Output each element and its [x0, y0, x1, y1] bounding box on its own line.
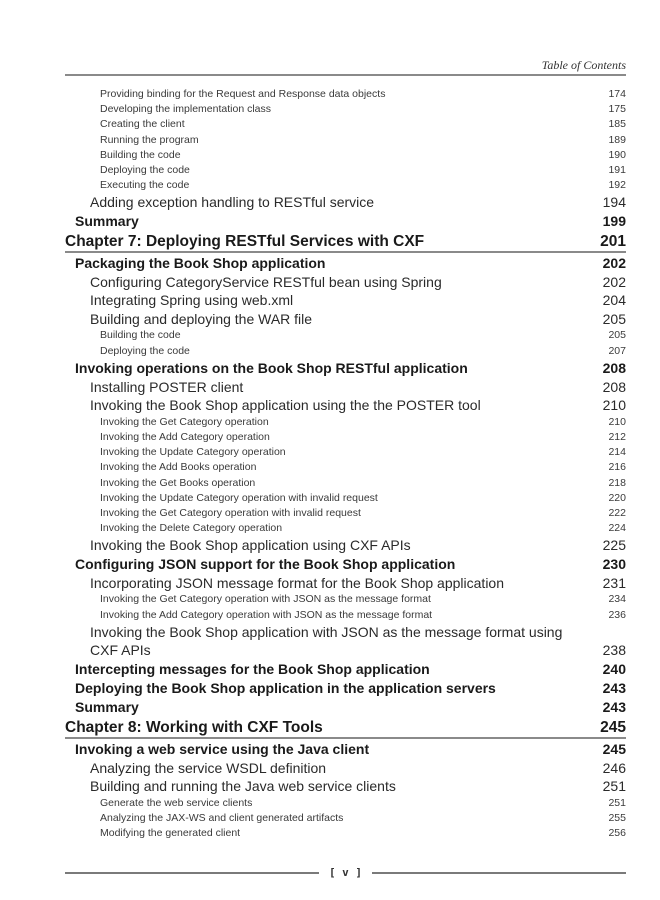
- toc-subsubsection-entry[interactable]: [65, 460, 626, 475]
- footer-rule-left: [65, 872, 319, 874]
- entry-title: Deploying the code: [100, 344, 190, 357]
- entry-page-number: 210: [608, 415, 626, 428]
- entry-page-number: 220: [608, 491, 626, 504]
- toc-subsubsection-entry[interactable]: [65, 521, 626, 536]
- entry-title: Invoking the Update Category operation with invalid request: [100, 491, 378, 504]
- entry-title: Developing the implementation class: [100, 103, 272, 116]
- entry-page-number: 238: [602, 642, 626, 659]
- entry-page-number: 189: [608, 133, 626, 146]
- toc-subsection-entry[interactable]: [65, 641, 626, 660]
- entry-title: Invoking the Get Category operation with JSON as the message format: [100, 593, 431, 606]
- entry-title: Deploying the code: [100, 164, 190, 177]
- entry-page-number: 256: [608, 827, 626, 840]
- toc-subsection-entry[interactable]: [65, 396, 626, 415]
- header-divider: [65, 74, 626, 76]
- toc-subsection-title-line[interactable]: Invoking the Book Shop application with JSON as the message format using: [90, 623, 563, 640]
- entry-page-number: 210: [602, 397, 626, 414]
- toc-section-entry[interactable]: [65, 254, 626, 273]
- page-footer: [65, 866, 626, 879]
- entry-page-number: 202: [602, 273, 626, 290]
- toc-subsection-entry[interactable]: [65, 273, 626, 292]
- entry-title-continued: CXF APIs: [90, 642, 151, 659]
- toc-subsubsection-entry[interactable]: [65, 445, 626, 460]
- entry-page-number: 236: [608, 608, 626, 621]
- entry-title: Analyzing the JAX-WS and client generated artifacts: [100, 812, 344, 825]
- entry-page-number: 230: [602, 555, 626, 572]
- toc-section-entry[interactable]: [65, 660, 626, 679]
- toc-subsection-entry[interactable]: [65, 310, 626, 329]
- toc-subsubsection-entry[interactable]: [65, 328, 626, 343]
- toc-subsection-entry[interactable]: [65, 536, 626, 555]
- entry-page-number: 243: [602, 698, 626, 715]
- toc-subsection-entry[interactable]: [65, 193, 626, 212]
- toc-subsubsection-entry[interactable]: [65, 133, 626, 148]
- entry-title: Invoking a web service using the Java client: [75, 740, 370, 757]
- entry-page-number: 202: [602, 254, 626, 271]
- entry-page-number: 205: [608, 329, 626, 342]
- toc-subsubsection-entry[interactable]: [65, 796, 626, 811]
- entry-page-number: 245: [602, 740, 626, 757]
- entry-page-number: 204: [602, 292, 626, 309]
- entry-page-number: 174: [608, 88, 626, 100]
- toc-subsection-entry[interactable]: [65, 378, 626, 397]
- entry-title: Configuring JSON support for the Book Shop application: [75, 555, 456, 572]
- toc-subsection-entry[interactable]: [65, 574, 626, 593]
- toc-subsubsection-entry[interactable]: [65, 148, 626, 163]
- toc-subsubsection-entry[interactable]: [65, 178, 626, 193]
- entry-title: Building and deploying the WAR file: [90, 310, 313, 327]
- entry-title: Summary: [75, 698, 139, 715]
- entry-page-number: 245: [600, 718, 626, 736]
- toc-subsection-entry[interactable]: [65, 759, 626, 778]
- toc-chapter-entry[interactable]: [65, 717, 626, 739]
- entry-title: Invoking the Add Books operation: [100, 461, 257, 474]
- entry-page-number: 251: [602, 778, 626, 795]
- entry-title: Packaging the Book Shop application: [75, 254, 326, 271]
- entry-page-number: 222: [608, 507, 626, 520]
- entry-title: Chapter 7: Deploying RESTful Services with CXF: [65, 232, 425, 250]
- entry-page-number: 194: [602, 194, 626, 211]
- entry-page-number: 251: [608, 796, 626, 809]
- entry-title: Modifying the generated client: [100, 827, 241, 840]
- toc-subsubsection-entry[interactable]: [65, 476, 626, 491]
- entry-title: Executing the code: [100, 179, 190, 192]
- entry-page-number: 224: [608, 522, 626, 535]
- entry-page-number: 246: [602, 759, 626, 776]
- entry-title: Invoking the Add Category operation: [100, 431, 270, 444]
- entry-title: Building the code: [100, 329, 181, 342]
- entry-page-number: 243: [602, 679, 626, 696]
- toc-subsubsection-entry[interactable]: [65, 811, 626, 826]
- entry-title: Integrating Spring using web.xml: [90, 292, 294, 309]
- entry-title: Summary: [75, 212, 139, 229]
- toc-section-entry[interactable]: [65, 212, 626, 231]
- entry-title: Invoking operations on the Book Shop RESTful application: [75, 359, 468, 376]
- entry-page-number: 255: [608, 812, 626, 825]
- entry-page-number: 207: [608, 344, 626, 357]
- entry-page-number: 190: [608, 148, 626, 161]
- entry-page-number: 212: [608, 431, 626, 444]
- entry-title: Creating the client: [100, 118, 185, 131]
- toc-subsubsection-entry[interactable]: [65, 163, 626, 178]
- entry-title: Invoking the Book Shop application using the the POSTER tool: [90, 397, 481, 414]
- entry-title: Analyzing the service WSDL definition: [90, 759, 327, 776]
- entry-page-number: 214: [608, 446, 626, 459]
- entry-page-number: 234: [608, 593, 626, 606]
- entry-title: Running the program: [100, 133, 199, 146]
- table-of-contents: [65, 87, 626, 841]
- entry-title: Invoking the Update Category operation: [100, 446, 286, 459]
- toc-section-entry[interactable]: [65, 555, 626, 574]
- toc-subsubsection-entry[interactable]: [65, 608, 626, 623]
- entry-title: Invoking the Get Category operation with invalid request: [100, 507, 361, 520]
- entry-title: Invoking the Add Category operation with JSON as the message format: [100, 608, 433, 621]
- entry-title: Invoking the Get Books operation: [100, 476, 256, 489]
- entry-page-number: 205: [602, 310, 626, 327]
- page-number: [ v ]: [328, 866, 363, 879]
- entry-page-number: 216: [608, 461, 626, 474]
- toc-subsubsection-entry[interactable]: [65, 592, 626, 607]
- toc-chapter-entry[interactable]: [65, 231, 626, 253]
- footer-rule-right: [372, 872, 626, 874]
- toc-section-entry[interactable]: [65, 740, 626, 759]
- toc-subsubsection-entry[interactable]: [65, 87, 626, 102]
- entry-page-number: 201: [600, 232, 626, 250]
- entry-page-number: 225: [602, 537, 626, 554]
- entry-page-number: 185: [608, 118, 626, 131]
- entry-page-number: 192: [608, 179, 626, 192]
- entry-page-number: 191: [608, 164, 626, 177]
- entry-page-number: 231: [602, 574, 626, 591]
- toc-subsubsection-entry[interactable]: [65, 430, 626, 445]
- toc-section-entry[interactable]: [65, 679, 626, 698]
- entry-title: Invoking the Get Category operation: [100, 415, 269, 428]
- running-header: Table of Contents: [541, 58, 626, 72]
- toc-subsubsection-entry[interactable]: [65, 415, 626, 430]
- toc-section-entry[interactable]: [65, 359, 626, 378]
- toc-section-entry[interactable]: [65, 698, 626, 717]
- entry-page-number: 175: [608, 103, 626, 116]
- entry-title: Generate the web service clients: [100, 796, 253, 809]
- entry-title: Invoking the Book Shop application using CXF APIs: [90, 537, 411, 554]
- toc-subsubsection-entry[interactable]: [65, 102, 626, 117]
- toc-subsubsection-entry[interactable]: [65, 344, 626, 359]
- entry-title: Chapter 8: Working with CXF Tools: [65, 718, 323, 736]
- entry-title: Installing POSTER client: [90, 378, 244, 395]
- entry-title: Intercepting messages for the Book Shop application: [75, 660, 430, 677]
- toc-subsubsection-entry[interactable]: [65, 826, 626, 841]
- entry-page-number: 218: [608, 476, 626, 489]
- entry-page-number: 208: [602, 359, 626, 376]
- toc-subsubsection-entry[interactable]: [65, 506, 626, 521]
- entry-title: Adding exception handling to RESTful service: [90, 194, 375, 211]
- entry-page-number: 199: [602, 212, 626, 229]
- toc-subsubsection-entry[interactable]: [65, 491, 626, 506]
- entry-title: Invoking the Delete Category operation: [100, 522, 283, 535]
- entry-page-number: 208: [602, 378, 626, 395]
- entry-title: Providing binding for the Request and Response data objects: [100, 88, 386, 100]
- entry-title: Configuring CategoryService RESTful bean using Spring: [90, 273, 442, 290]
- entry-title: Deploying the Book Shop application in the application servers: [75, 679, 496, 696]
- entry-title: Incorporating JSON message format for the Book Shop application: [90, 574, 504, 591]
- toc-subsection-entry[interactable]: [65, 291, 626, 310]
- entry-title: Building the code: [100, 148, 181, 161]
- toc-subsection-entry[interactable]: [65, 777, 626, 796]
- entry-page-number: 240: [602, 660, 626, 677]
- toc-subsubsection-entry[interactable]: [65, 117, 626, 132]
- entry-title: Building and running the Java web service clients: [90, 778, 396, 795]
